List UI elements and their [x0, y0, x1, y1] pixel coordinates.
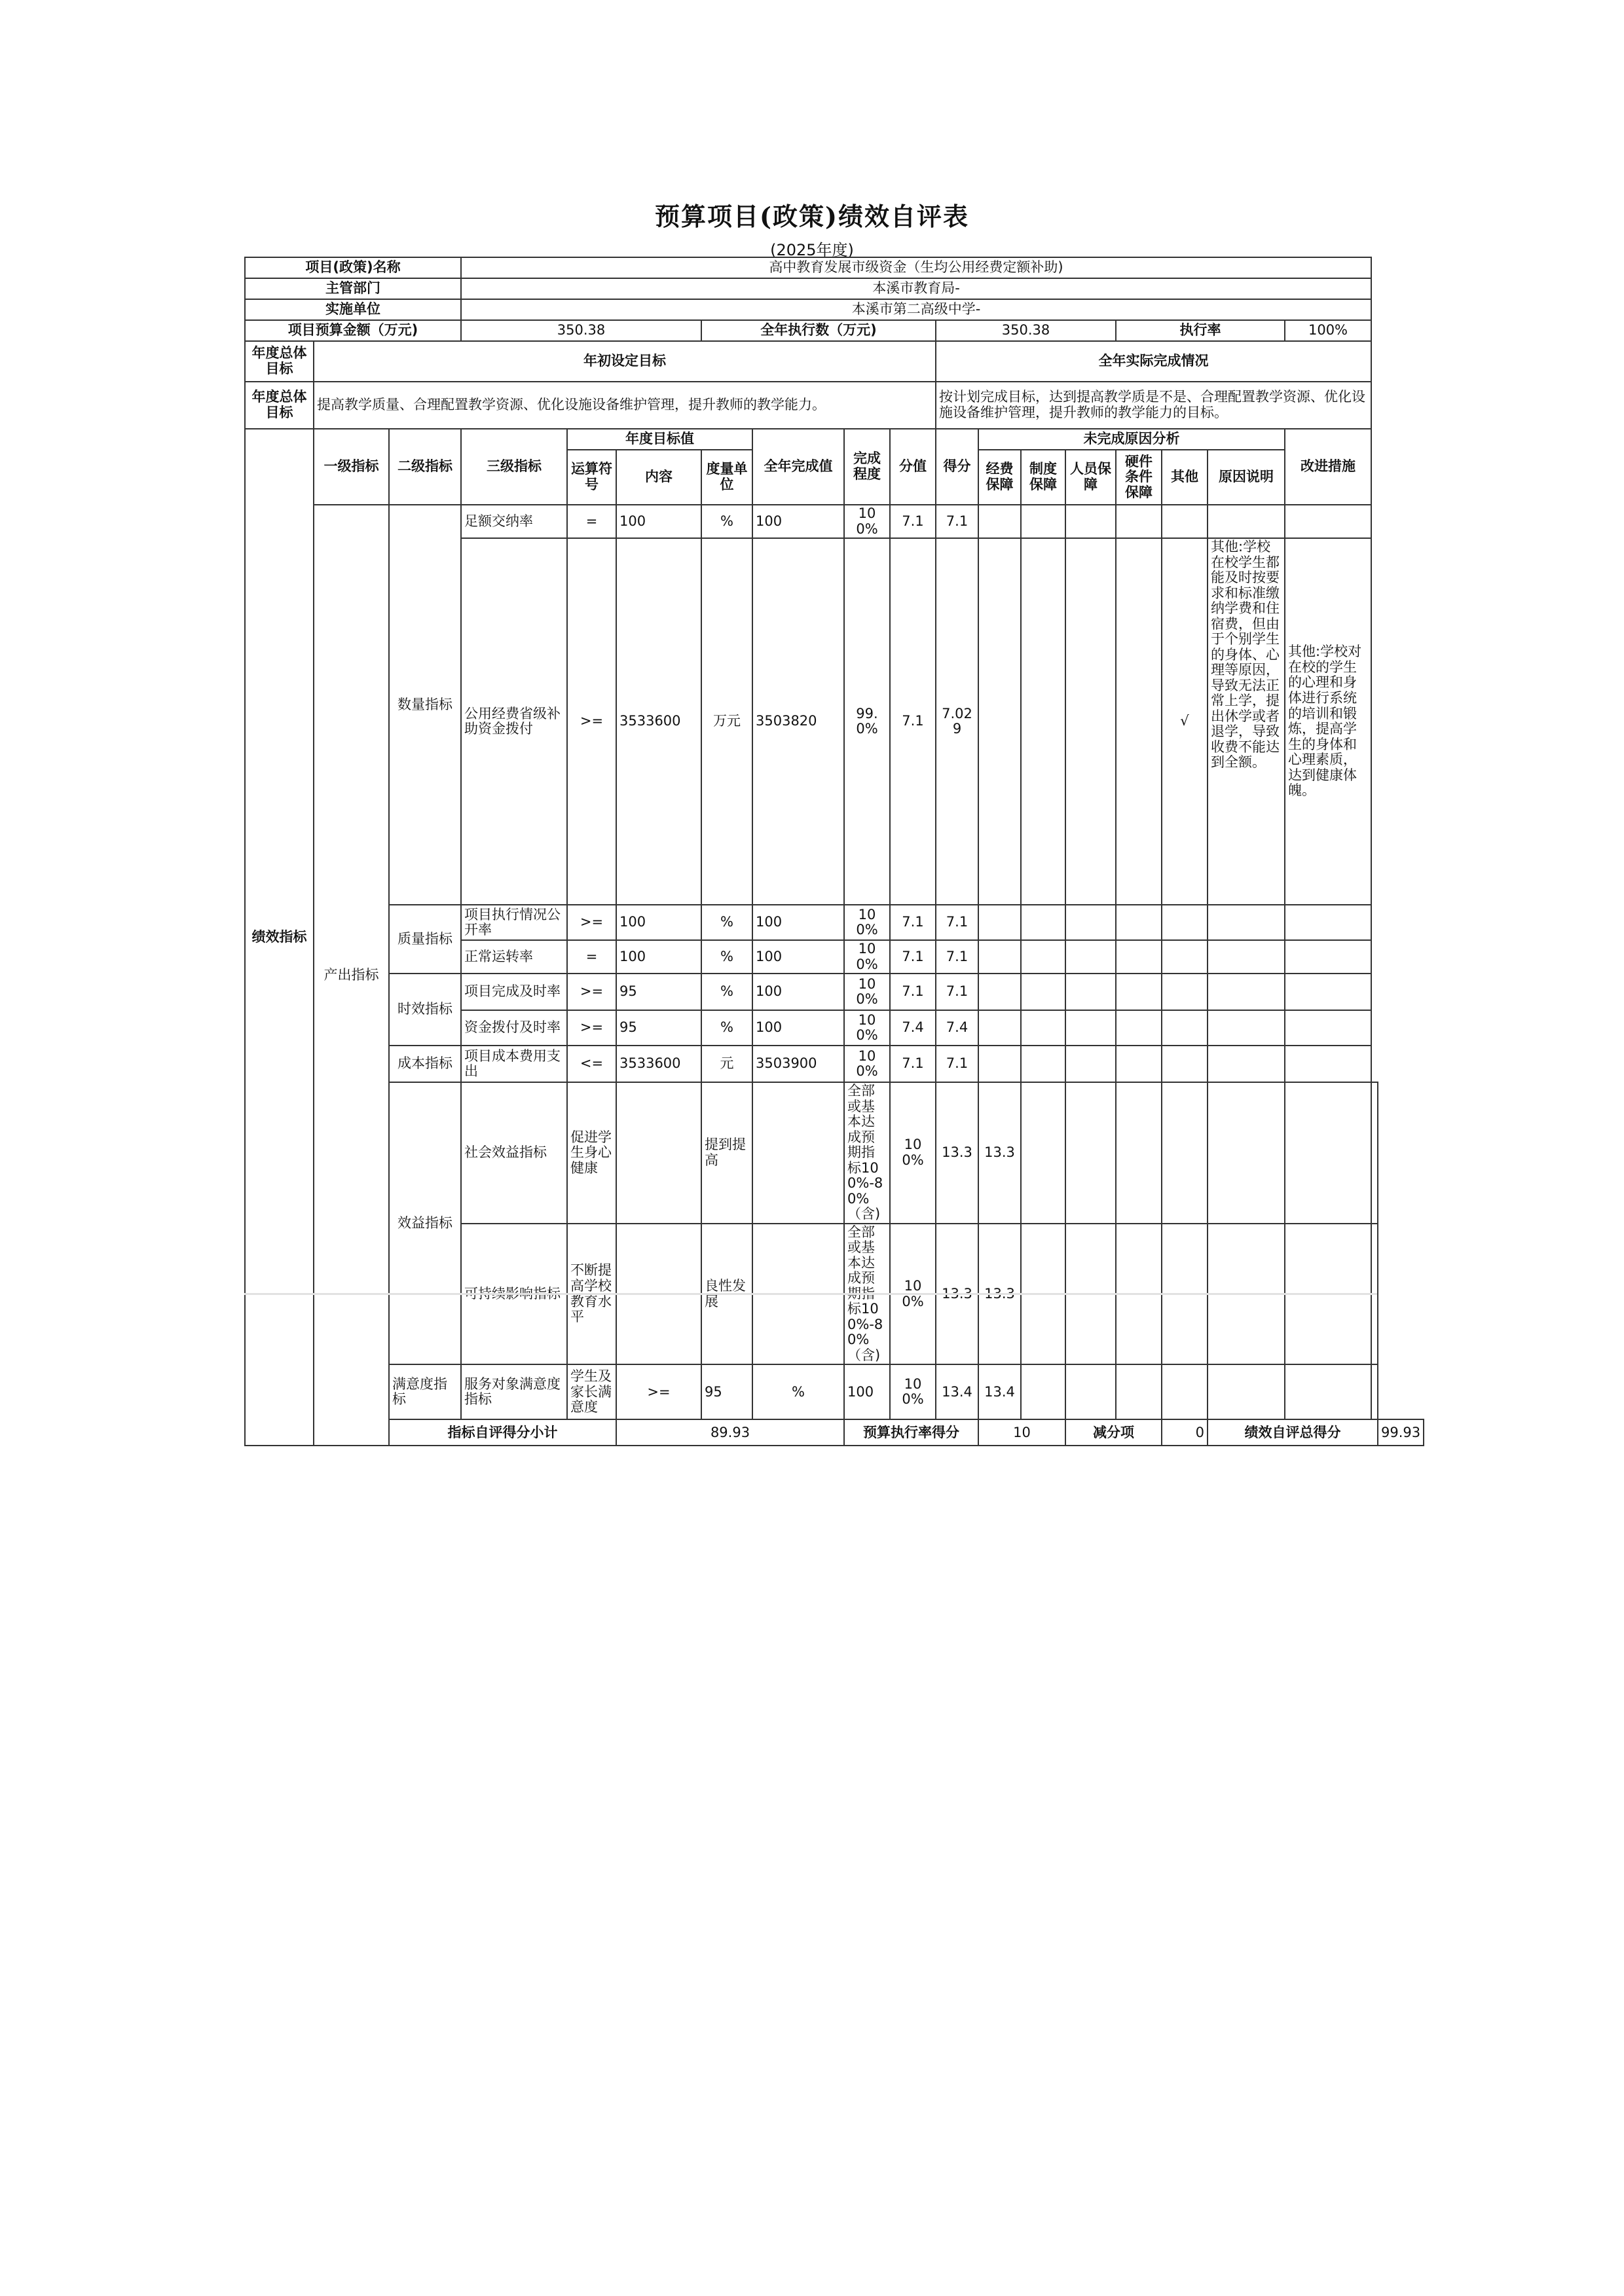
r3-reason-staff — [1065, 905, 1116, 940]
r5-reason-explain — [1208, 974, 1285, 1010]
r3-value: 7.1 — [890, 905, 936, 940]
goals-label: 年度总体目标 — [245, 341, 314, 382]
r1-reason-staff — [1065, 505, 1116, 538]
exec-value: 350.38 — [936, 320, 1116, 341]
self-evaluation-table — [244, 257, 1424, 1446]
r6-reason-other — [1162, 1010, 1208, 1046]
r3-score: 7.1 — [936, 905, 978, 940]
r7-reason-system — [1021, 1046, 1065, 1082]
col-level2: 二级指标 — [389, 429, 461, 505]
r4-reason-system — [1021, 940, 1065, 974]
r1-reason-other — [1162, 505, 1208, 538]
timeliness-indicator-label: 时效指标 — [389, 974, 461, 1046]
r8-reason-other — [1208, 1082, 1285, 1224]
total-label: 绩效自评总得分 — [1208, 1419, 1378, 1446]
r3-unit: % — [701, 905, 752, 940]
benefit-indicator-label: 效益指标 — [389, 1082, 461, 1364]
r6-reason-hardware — [1116, 1010, 1162, 1046]
output-indicator-label: 产出指标 — [314, 505, 389, 1446]
r7-unit: 元 — [701, 1046, 752, 1082]
r10-degree: 100% — [890, 1364, 936, 1419]
r1-reason-system — [1021, 505, 1065, 538]
r7-operator: <= — [567, 1046, 616, 1082]
planned-goal-header: 年初设定目标 — [314, 341, 936, 382]
r4-value: 7.1 — [890, 940, 936, 974]
r6-score: 7.4 — [936, 1010, 978, 1046]
r3-reason-explain — [1208, 905, 1285, 940]
col-target-group: 年度目标值 — [567, 429, 752, 450]
r2-reason-explain: 其他:学校在校学生都能及时按要求和标准缴纳学费和住宿费，但由于个别学生的身体、心理等原因，导致无法正常上学，提出休学或者退学，导致收费不能达到全额。 — [1208, 538, 1285, 905]
r8-actual: 全部或基本达成预期指标100%-80%（含) — [844, 1082, 890, 1224]
r3-operator: >= — [567, 905, 616, 940]
budget-value: 350.38 — [461, 320, 701, 341]
r8-reason-hardware — [1162, 1082, 1208, 1224]
social-benefit-indicator-label: 社会效益指标 — [461, 1082, 567, 1224]
r6-reason-fund — [978, 1010, 1021, 1046]
r10-reason-explain — [1285, 1364, 1371, 1419]
r10-unit: % — [752, 1364, 844, 1419]
quantity-indicator-label: 数量指标 — [389, 505, 461, 905]
r3-reason-system — [1021, 905, 1065, 940]
r7-improve — [1285, 1046, 1371, 1082]
planned-goal-text: 提高教学质量、合理配置教学资源、优化设施设备维护管理，提升教师的教学能力。 — [314, 382, 936, 429]
r5-degree: 100% — [844, 974, 890, 1010]
col-level3: 三级指标 — [461, 429, 567, 505]
r7-reason-staff — [1065, 1046, 1116, 1082]
col-reason-explain: 原因说明 — [1208, 450, 1285, 505]
r5-reason-other — [1162, 974, 1208, 1010]
service-satisfaction-indicator-label: 服务对象满意度指标 — [461, 1364, 567, 1419]
r2-reason-fund — [978, 538, 1021, 905]
r7-level3: 项目成本费用支出 — [461, 1046, 567, 1082]
r8-improve — [1371, 1082, 1378, 1224]
actual-goal-header: 全年实际完成情况 — [936, 341, 1371, 382]
r5-score: 7.1 — [936, 974, 978, 1010]
col-reason-other: 其他 — [1162, 450, 1208, 505]
r5-reason-staff — [1065, 974, 1116, 1010]
col-reason-fund: 经费保障 — [978, 450, 1021, 505]
r5-level3: 项目完成及时率 — [461, 974, 567, 1010]
satisfaction-indicator-label: 满意度指标 — [389, 1364, 461, 1419]
bottom-rule — [244, 1293, 1377, 1295]
r5-unit: % — [701, 974, 752, 1010]
r4-reason-fund — [978, 940, 1021, 974]
r10-score: 13.4 — [978, 1364, 1021, 1419]
r6-unit: % — [701, 1010, 752, 1046]
r2-reason-staff — [1065, 538, 1116, 905]
r2-reason-system — [1021, 538, 1065, 905]
subtotal-value: 89.93 — [616, 1419, 844, 1446]
total-value: 99.93 — [1378, 1419, 1424, 1446]
form-year: (2025年度) — [770, 241, 854, 259]
r8-content: 提到提高 — [701, 1082, 752, 1224]
quality-indicator-label: 质量指标 — [389, 905, 461, 974]
r5-content: 95 — [616, 974, 701, 1010]
r8-reason-staff — [1116, 1082, 1162, 1224]
r5-operator: >= — [567, 974, 616, 1010]
form-title: 预算项目(政策)绩效自评表 — [655, 202, 969, 231]
r2-improve: 其他:学校对在校的学生的心理和身体进行系统的培训和锻炼，提高学生的身体和心理素质，达到健康体魄。 — [1285, 538, 1371, 905]
r1-value: 7.1 — [890, 505, 936, 538]
r2-score: 7.029 — [936, 538, 978, 905]
perf-indicator-label: 绩效指标 — [245, 429, 314, 1446]
r10-level3: 学生及家长满意度 — [567, 1364, 616, 1419]
r10-improve — [1371, 1364, 1378, 1419]
r6-reason-staff — [1065, 1010, 1116, 1046]
r8-operator — [616, 1082, 701, 1224]
deduct-value: 0 — [1162, 1419, 1208, 1446]
deduct-label: 减分项 — [1065, 1419, 1162, 1446]
r7-value: 7.1 — [890, 1046, 936, 1082]
r5-value: 7.1 — [890, 974, 936, 1010]
col-score: 得分 — [936, 429, 978, 505]
r1-reason-explain — [1208, 505, 1285, 538]
sustainability-indicator-label: 可持续影响指标 — [461, 1224, 567, 1365]
r10-content: 95 — [701, 1364, 752, 1419]
r6-operator: >= — [567, 1010, 616, 1046]
goals-label-2: 年度总体目标 — [245, 382, 314, 429]
r9-content: 良性发展 — [701, 1224, 752, 1365]
r10-reason-staff — [1116, 1364, 1162, 1419]
exec-label: 全年执行数（万元) — [701, 320, 936, 341]
r6-actual: 100 — [752, 1010, 844, 1046]
r1-operator: = — [567, 505, 616, 538]
r7-score: 7.1 — [936, 1046, 978, 1082]
r7-degree: 100% — [844, 1046, 890, 1082]
r3-content: 100 — [616, 905, 701, 940]
r4-degree: 100% — [844, 940, 890, 974]
r7-reason-explain — [1208, 1046, 1285, 1082]
r8-value: 13.3 — [936, 1082, 978, 1224]
r7-content: 3533600 — [616, 1046, 701, 1082]
actual-goal-text: 按计划完成目标，达到提高教学质是不是、合理配置教学资源、优化设施设备维护管理，提升教师的教学能力的目标。 — [936, 382, 1371, 429]
r8-reason-fund — [1021, 1082, 1065, 1224]
r4-reason-explain — [1208, 940, 1285, 974]
r4-score: 7.1 — [936, 940, 978, 974]
r9-value: 13.3 — [936, 1224, 978, 1365]
r8-unit — [752, 1082, 844, 1224]
r1-reason-fund — [978, 505, 1021, 538]
project-name-label: 项目(政策)名称 — [245, 257, 461, 278]
r5-reason-hardware — [1116, 974, 1162, 1010]
r4-reason-staff — [1065, 940, 1116, 974]
unit-value: 本溪市第二高级中学- — [461, 299, 1371, 320]
r6-content: 95 — [616, 1010, 701, 1046]
subtotal-label: 指标自评得分小计 — [389, 1419, 616, 1446]
dept-value: 本溪市教育局- — [461, 278, 1371, 299]
r10-operator: >= — [616, 1364, 701, 1419]
r10-reason-system — [1065, 1364, 1116, 1419]
col-reasons-group: 未完成原因分析 — [978, 429, 1285, 450]
r10-value: 13.4 — [936, 1364, 978, 1419]
r3-reason-hardware — [1116, 905, 1162, 940]
r10-actual: 100 — [844, 1364, 890, 1419]
r10-reason-fund — [1021, 1364, 1065, 1419]
r2-reason-hardware — [1116, 538, 1162, 905]
r1-reason-hardware — [1116, 505, 1162, 538]
col-reason-system: 制度保障 — [1021, 450, 1065, 505]
r4-reason-other — [1162, 940, 1208, 974]
r6-value: 7.4 — [890, 1010, 936, 1046]
r5-reason-fund — [978, 974, 1021, 1010]
r6-reason-system — [1021, 1010, 1065, 1046]
r9-level3: 不断提高学校教育水平 — [567, 1224, 616, 1365]
r6-degree: 100% — [844, 1010, 890, 1046]
r6-level3: 资金拨付及时率 — [461, 1010, 567, 1046]
r10-reason-other — [1208, 1364, 1285, 1419]
r1-degree: 100% — [844, 505, 890, 538]
r3-level3: 项目执行情况公开率 — [461, 905, 567, 940]
r2-degree: 99.0% — [844, 538, 890, 905]
r5-reason-system — [1021, 974, 1065, 1010]
r4-level3: 正常运转率 — [461, 940, 567, 974]
col-unit: 度量单位 — [701, 450, 752, 505]
r4-operator: = — [567, 940, 616, 974]
r7-actual: 3503900 — [752, 1046, 844, 1082]
rate-label: 执行率 — [1116, 320, 1285, 341]
r1-improve — [1285, 505, 1371, 538]
r9-score: 13.3 — [978, 1224, 1021, 1365]
r2-value: 7.1 — [890, 538, 936, 905]
project-name-value: 高中教育发展市级资金（生均公用经费定额补助) — [461, 257, 1371, 278]
r2-level3: 公用经费省级补助资金拨付 — [461, 538, 567, 905]
r10-reason-hardware — [1162, 1364, 1208, 1419]
r8-reason-system — [1065, 1082, 1116, 1224]
r3-improve — [1285, 905, 1371, 940]
r3-degree: 100% — [844, 905, 890, 940]
budget-label: 项目预算金额（万元) — [245, 320, 461, 341]
r6-reason-explain — [1208, 1010, 1285, 1046]
r1-score: 7.1 — [936, 505, 978, 538]
col-content: 内容 — [616, 450, 701, 505]
r9-degree: 100% — [890, 1224, 936, 1365]
r4-reason-hardware — [1116, 940, 1162, 974]
r3-reason-fund — [978, 905, 1021, 940]
col-reason-hardware: 硬件条件保障 — [1116, 450, 1162, 505]
r8-score: 13.3 — [978, 1082, 1021, 1224]
r7-reason-hardware — [1116, 1046, 1162, 1082]
col-score-value: 分值 — [890, 429, 936, 505]
r8-reason-explain — [1285, 1082, 1371, 1224]
col-reason-staff: 人员保障 — [1065, 450, 1116, 505]
r2-reason-other-check: √ — [1162, 538, 1208, 905]
col-operator: 运算符号 — [567, 450, 616, 505]
r4-content: 100 — [616, 940, 701, 974]
exec-score-value: 10 — [978, 1419, 1065, 1446]
r8-level3: 促进学生身心健康 — [567, 1082, 616, 1224]
r5-improve — [1285, 974, 1371, 1010]
dept-label: 主管部门 — [245, 278, 461, 299]
r1-unit: % — [701, 505, 752, 538]
exec-score-label: 预算执行率得分 — [844, 1419, 978, 1446]
r7-reason-fund — [978, 1046, 1021, 1082]
unit-label: 实施单位 — [245, 299, 461, 320]
r2-actual: 3503820 — [752, 538, 844, 905]
col-actual: 全年完成值 — [752, 429, 844, 505]
r1-level3: 足额交纳率 — [461, 505, 567, 538]
r9-actual: 全部或基本达成预期指标100%-80%（含) — [844, 1224, 890, 1365]
r5-actual: 100 — [752, 974, 844, 1010]
col-improve: 改进措施 — [1285, 429, 1371, 505]
r2-unit: 万元 — [701, 538, 752, 905]
r6-improve — [1285, 1010, 1371, 1046]
r2-content: 3533600 — [616, 538, 701, 905]
r4-improve — [1285, 940, 1371, 974]
r2-operator: >= — [567, 538, 616, 905]
r4-actual: 100 — [752, 940, 844, 974]
r1-content: 100 — [616, 505, 701, 538]
r3-actual: 100 — [752, 905, 844, 940]
col-level1: 一级指标 — [314, 429, 389, 505]
r3-reason-other — [1162, 905, 1208, 940]
rate-value: 100% — [1285, 320, 1371, 341]
r4-unit: % — [701, 940, 752, 974]
cost-indicator-label: 成本指标 — [389, 1046, 461, 1082]
r1-actual: 100 — [752, 505, 844, 538]
r8-degree: 100% — [890, 1082, 936, 1224]
col-degree: 完成程度 — [844, 429, 890, 505]
r7-reason-other — [1162, 1046, 1208, 1082]
